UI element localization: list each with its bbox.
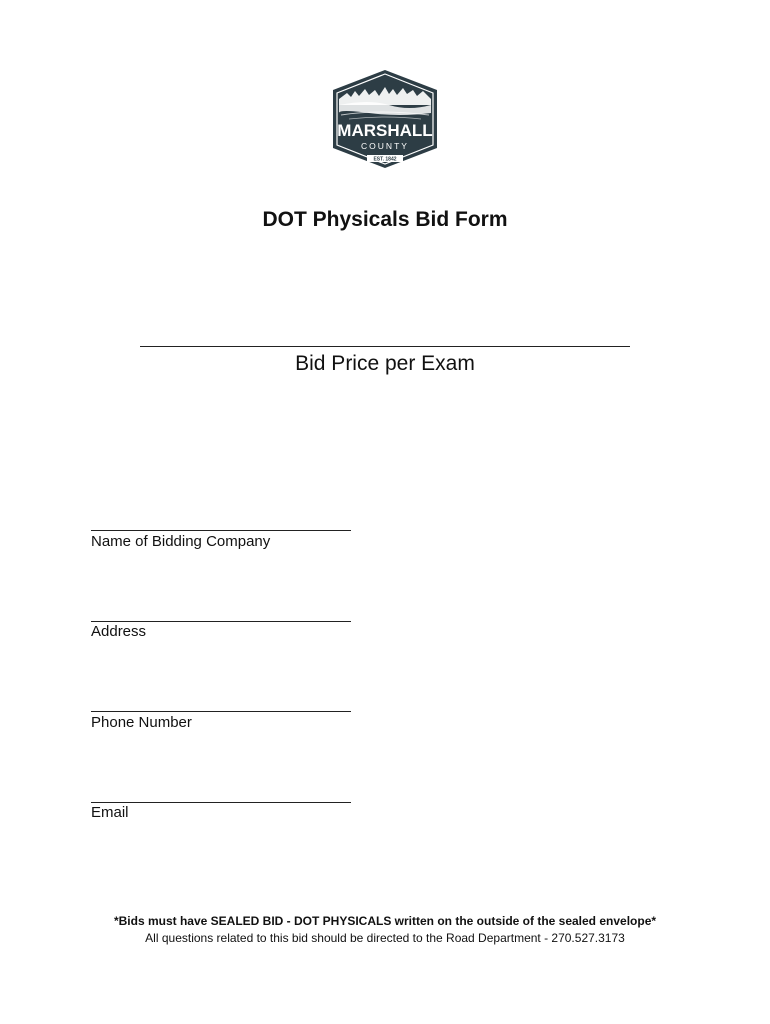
email-label: Email (91, 804, 129, 821)
contact-info: All questions related to this bid should be directed to the Road Department - 270.527.3173 (145, 931, 625, 945)
phone-number-line[interactable] (91, 711, 351, 712)
logo-established: EST. 1842 (373, 156, 397, 163)
bid-price-label: Bid Price per Exam (295, 352, 475, 375)
form-title: DOT Physicals Bid Form (262, 208, 508, 231)
bid-price-line[interactable] (140, 346, 630, 347)
sealed-bid-notice: *Bids must have SEALED BID - DOT PHYSICALS written on the outside of the sealed envelope* (113, 914, 657, 928)
address-label: Address (91, 623, 147, 640)
email-line[interactable] (91, 802, 351, 803)
address-line[interactable] (91, 621, 351, 622)
logo-name: MARSHALL (337, 121, 433, 140)
company-name-label: Name of Bidding Company (91, 533, 271, 550)
company-name-line[interactable] (91, 530, 351, 531)
marshall-county-logo (329, 69, 441, 169)
phone-number-label: Phone Number (91, 714, 192, 731)
logo-subtitle: COUNTY (361, 141, 409, 151)
